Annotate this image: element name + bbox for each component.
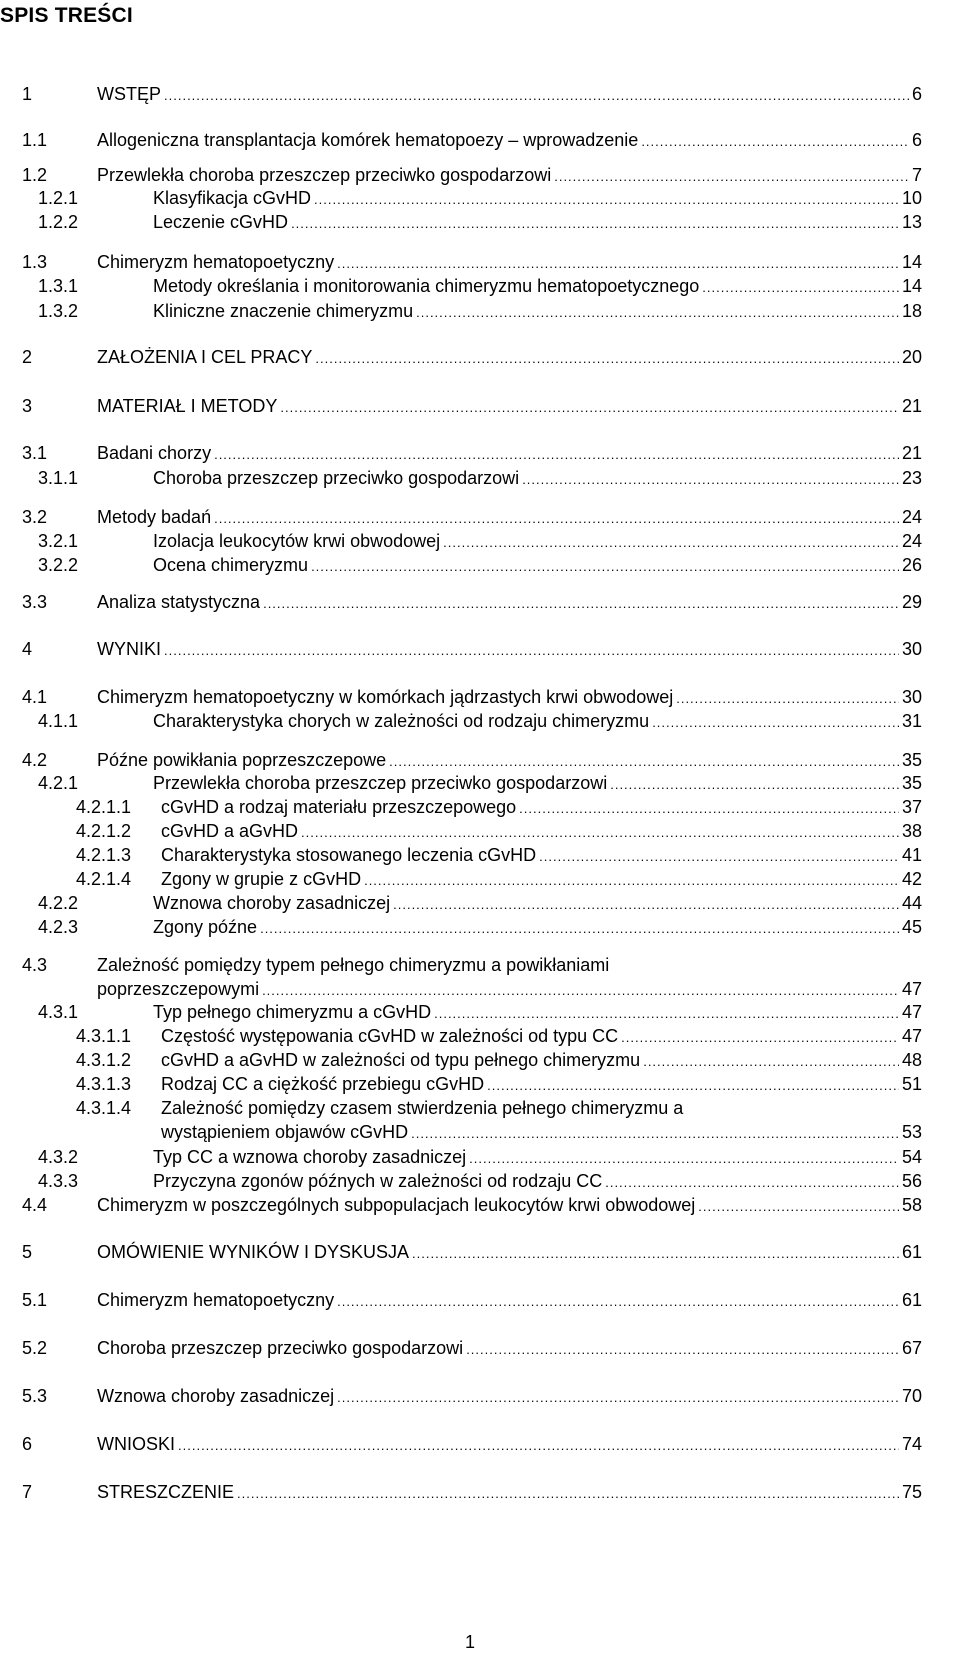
toc-leader-dots <box>337 1290 899 1314</box>
toc-entry-page: 74 <box>901 1434 922 1454</box>
toc-entry-title: Zależność pomiędzy typem pełnego chimeryzmu a powikłaniami <box>97 955 610 975</box>
toc-entry[interactable] <box>0 529 960 555</box>
toc-entry-page: 51 <box>901 1074 922 1094</box>
toc-entry-number: 4.2.1.1 <box>76 797 132 817</box>
toc-leader-dots <box>337 252 899 276</box>
toc-entry-number: 4.2.1.3 <box>76 845 132 865</box>
toc-entry-title: Charakterystyka stosowanego leczenia cGvHD <box>161 845 537 865</box>
toc-entry-page: 26 <box>901 555 922 575</box>
toc-entry-number: 4.3.1.1 <box>76 1026 132 1046</box>
toc-entry[interactable] <box>0 1336 960 1362</box>
toc-entry[interactable] <box>0 1000 960 1026</box>
page-number: 1 <box>465 1632 476 1652</box>
toc-entry[interactable] <box>0 709 960 735</box>
toc-entry[interactable] <box>0 553 960 579</box>
toc-entry[interactable] <box>0 1145 960 1171</box>
toc-leader-dots <box>519 797 899 821</box>
toc-entry-number: 4.2 <box>22 750 48 770</box>
toc-entry-page: 31 <box>901 711 922 731</box>
toc-entry[interactable] <box>0 590 960 616</box>
toc-leader-dots <box>487 1074 899 1098</box>
toc-entry-title: ZAŁOŻENIA I CEL PRACY <box>97 347 313 367</box>
toc-entry-title: Chimeryzm w poszczególnych subpopulacjach leukocytów krwi obwodowej <box>97 1195 696 1215</box>
toc-entry-number: 4.3.1 <box>38 1002 79 1022</box>
toc-entry-page: 30 <box>901 639 922 659</box>
toc-entry[interactable] <box>0 819 960 845</box>
toc-entry-page: 42 <box>901 869 922 889</box>
toc-entry-page: 47 <box>901 1002 922 1022</box>
toc-entry-number: 1.3.2 <box>38 301 79 321</box>
toc-entry-title: Zależność pomiędzy czasem stwierdzenia pełnego chimeryzmu a <box>161 1098 684 1118</box>
toc-entry-title: STRESZCZENIE <box>97 1482 235 1502</box>
toc-entry[interactable] <box>0 891 960 917</box>
toc-entry-title: Chimeryzm hematopoetyczny w komórkach jądrzastych krwi obwodowej <box>97 687 674 707</box>
toc-entry-title: Charakterystyka chorych w zależności od rodzaju chimeryzmu <box>153 711 650 731</box>
toc-entry-number: 3.1 <box>22 443 48 463</box>
toc-entry-title: WNIOSKI <box>97 1434 176 1454</box>
toc-entry-number: 3.2.1 <box>38 531 79 551</box>
toc-entry-number: 1 <box>22 84 33 104</box>
toc-leader-dots <box>214 507 899 531</box>
toc-entry-page: 20 <box>901 347 922 367</box>
toc-entry-page: 6 <box>911 130 922 150</box>
toc-entry-title: Rodzaj CC a ciężkość przebiegu cGvHD <box>161 1074 485 1094</box>
toc-entry-page: 58 <box>901 1195 922 1215</box>
toc-entry-title: Badani chorzy <box>97 443 212 463</box>
toc-entry-number: 3 <box>22 396 33 416</box>
toc-entry-number: 4.1 <box>22 687 48 707</box>
toc-entry-title: WSTĘP <box>97 84 162 104</box>
toc-entry-page: 47 <box>901 1026 922 1046</box>
toc-entry[interactable] <box>0 843 960 869</box>
toc-leader-dots <box>337 1386 899 1410</box>
toc-leader-dots <box>610 773 899 797</box>
toc-entry-number: 5.1 <box>22 1290 48 1310</box>
toc-entry-title: Chimeryzm hematopoetyczny <box>97 1290 335 1310</box>
toc-entry-page: 48 <box>901 1050 922 1070</box>
toc-entry-number: 3.1.1 <box>38 468 79 488</box>
toc-entry-page: 44 <box>901 893 922 913</box>
toc-entry-title: Przewlekła choroba przeszczep przeciwko gospodarzowi <box>97 165 552 185</box>
toc-entry-title: Typ pełnego chimeryzmu a cGvHD <box>153 1002 432 1022</box>
toc-leader-dots <box>641 130 909 154</box>
toc-entry-title: Allogeniczna transplantacja komórek hematopoezy – wprowadzenie <box>97 130 639 150</box>
toc-entry-page: 30 <box>901 687 922 707</box>
toc-entry-number: 4.2.3 <box>38 917 79 937</box>
toc-entry[interactable] <box>0 953 960 999</box>
toc-entry-page: 24 <box>901 531 922 551</box>
toc-entry-title: MATERIAŁ I METODY <box>97 396 278 416</box>
toc-entry-title: Choroba przeszczep przeciwko gospodarzowi <box>97 1338 464 1358</box>
toc-entry-title: Zgony w grupie z cGvHD <box>161 869 362 889</box>
toc-entry-page: 7 <box>911 165 922 185</box>
toc-leader-dots <box>164 84 909 108</box>
toc-entry[interactable] <box>0 466 960 492</box>
toc-leader-dots <box>214 443 899 467</box>
toc-entry[interactable] <box>0 210 960 236</box>
toc-entry-number: 4.2.1.4 <box>76 869 132 889</box>
toc-entry-number: 4.4 <box>22 1195 48 1215</box>
toc-leader-dots <box>605 1171 899 1195</box>
toc-leader-dots <box>263 592 899 616</box>
toc-entry-page: 54 <box>901 1147 922 1167</box>
toc-entry-number: 4 <box>22 639 33 659</box>
toc-entry-page: 47 <box>901 979 922 999</box>
toc-entry-page: 10 <box>901 188 922 208</box>
toc-entry-page: 75 <box>901 1482 922 1502</box>
toc-entry-title: Wznowa choroby zasadniczej <box>153 893 391 913</box>
toc-leader-dots <box>469 1147 899 1171</box>
toc-entry-title: WYNIKI <box>97 639 162 659</box>
toc-entry-page: 61 <box>901 1242 922 1262</box>
toc-entry-number: 2 <box>22 347 33 367</box>
toc-entry-title: Izolacja leukocytów krwi obwodowej <box>153 531 441 551</box>
toc-entry-number: 1.3 <box>22 252 48 272</box>
toc-entry[interactable] <box>0 771 960 797</box>
toc-entry[interactable] <box>0 1048 960 1074</box>
toc-entry-number: 1.3.1 <box>38 276 79 296</box>
toc-entry-number: 1.2.2 <box>38 212 79 232</box>
toc-entry-number: 1.1 <box>22 130 48 150</box>
toc-leader-dots <box>412 1242 899 1266</box>
toc-entry-number: 1.2 <box>22 165 48 185</box>
toc-entry-page: 23 <box>901 468 922 488</box>
toc-entry-number: 4.3 <box>22 955 48 975</box>
toc-leader-dots <box>280 396 899 420</box>
toc-entry[interactable] <box>0 128 960 154</box>
toc-leader-dots <box>164 639 899 663</box>
toc-entry-number: 4.2.1 <box>38 773 79 793</box>
toc-entry[interactable] <box>0 1193 960 1219</box>
toc-entry-number: 4.3.1.3 <box>76 1074 132 1094</box>
toc-entry[interactable] <box>0 1432 960 1458</box>
toc-leader-dots <box>364 869 899 893</box>
toc-entry-page: 21 <box>901 443 922 463</box>
toc-entry-number: 4.3.1.4 <box>76 1098 132 1118</box>
toc-entry-page: 53 <box>901 1122 922 1142</box>
toc-leader-dots <box>315 347 899 371</box>
toc-entry-page: 38 <box>901 821 922 841</box>
toc-entry-number: 5.3 <box>22 1386 48 1406</box>
toc-entry[interactable] <box>0 637 960 663</box>
toc-entry-number: 5.2 <box>22 1338 48 1358</box>
toc-entry[interactable] <box>0 82 960 108</box>
toc-leader-dots <box>676 687 899 711</box>
toc-entry-title: Przyczyna zgonów późnych w zależności od rodzaju CC <box>153 1171 603 1191</box>
toc-entry-page: 56 <box>901 1171 922 1191</box>
toc-entry-title: Zgony późne <box>153 917 258 937</box>
toc-leader-dots <box>643 1050 899 1074</box>
toc-entry-title: cGvHD a rodzaj materiału przeszczepowego <box>161 797 517 817</box>
toc-entry[interactable] <box>0 1288 960 1314</box>
toc-entry-title: Częstość występowania cGvHD w zależności od typu CC <box>161 1026 619 1046</box>
toc-entry[interactable] <box>0 867 960 893</box>
toc-entry[interactable] <box>0 1072 960 1098</box>
toc-entry[interactable] <box>0 1096 960 1142</box>
toc-entry-page: 45 <box>901 917 922 937</box>
toc-entry-title: Ocena chimeryzmu <box>153 555 309 575</box>
toc-entry-title: Kliniczne znaczenie chimeryzmu <box>153 301 414 321</box>
toc-entry[interactable] <box>0 915 960 941</box>
toc-entry-number: 3.3 <box>22 592 48 612</box>
toc-leader-dots <box>443 531 899 555</box>
toc-entry-number: 4.2.2 <box>38 893 79 913</box>
toc-leader-dots <box>539 845 899 869</box>
toc-leader-dots <box>178 1434 899 1458</box>
toc-entry-page: 70 <box>901 1386 922 1406</box>
toc-entry-page: 29 <box>901 592 922 612</box>
toc-entry[interactable] <box>0 274 960 300</box>
toc-entry-page: 35 <box>901 750 922 770</box>
toc-entry[interactable] <box>0 394 960 420</box>
toc-entry-page: 61 <box>901 1290 922 1310</box>
toc-entry[interactable] <box>0 299 960 325</box>
toc-entry-page: 13 <box>901 212 922 232</box>
toc-entry-page: 6 <box>911 84 922 104</box>
toc-leader-dots <box>311 555 899 579</box>
toc-leader-dots <box>411 1122 899 1146</box>
toc-entry-title: Metody określania i monitorowania chimeryzmu hematopoetycznego <box>153 276 700 296</box>
toc-entry-number: 6 <box>22 1434 33 1454</box>
toc-leader-dots <box>237 1482 899 1506</box>
toc-entry[interactable] <box>0 1240 960 1266</box>
toc-leader-dots <box>466 1338 899 1362</box>
toc-entry-title: Typ CC a wznowa choroby zasadniczej <box>153 1147 467 1167</box>
toc-entry-page: 14 <box>901 276 922 296</box>
toc-entry-number: 4.3.2 <box>38 1147 79 1167</box>
toc-entry-title: cGvHD a aGvHD w zależności od typu pełnego chimeryzmu <box>161 1050 641 1070</box>
toc-leader-dots <box>393 893 899 917</box>
toc-entry-title-continuation: wystąpieniem objawów cGvHD <box>161 1122 409 1142</box>
toc-entry-title: Późne powikłania poprzeszczepowe <box>97 750 387 770</box>
toc-entry-number: 3.2.2 <box>38 555 79 575</box>
toc-entry[interactable] <box>0 505 960 531</box>
toc-entry-page: 41 <box>901 845 922 865</box>
toc-entry-page: 35 <box>901 773 922 793</box>
toc-entry[interactable] <box>0 1169 960 1195</box>
toc-leader-dots <box>314 188 899 212</box>
toc-entry-title: OMÓWIENIE WYNIKÓW I DYSKUSJA <box>97 1242 410 1262</box>
toc-leader-dots <box>301 821 899 845</box>
toc-entry-page: 24 <box>901 507 922 527</box>
toc-entry-title: Analiza statystyczna <box>97 592 261 612</box>
toc-entry[interactable] <box>0 345 960 371</box>
toc-entry-title: Metody badań <box>97 507 212 527</box>
toc-entry[interactable] <box>0 1024 960 1050</box>
toc-entry-title-continuation: poprzeszczepowymi <box>97 979 260 999</box>
toc-entry-title: Chimeryzm hematopoetyczny <box>97 252 335 272</box>
toc-entry-number: 4.2.1.2 <box>76 821 132 841</box>
toc-entry[interactable] <box>0 1384 960 1410</box>
toc-entry-number: 4.3.3 <box>38 1171 79 1191</box>
toc-entry-number: 4.1.1 <box>38 711 79 731</box>
toc-entry-number: 1.2.1 <box>38 188 79 208</box>
toc-entry-number: 3.2 <box>22 507 48 527</box>
toc-entry-number: 4.3.1.2 <box>76 1050 132 1070</box>
toc-leader-dots <box>621 1026 899 1050</box>
toc-entry-number: 7 <box>22 1482 33 1502</box>
toc-entry-title: Choroba przeszczep przeciwko gospodarzowi <box>153 468 520 488</box>
toc-leader-dots <box>260 917 899 941</box>
toc-entry[interactable] <box>0 186 960 212</box>
toc-leader-dots <box>522 468 899 492</box>
toc-leader-dots <box>702 276 899 300</box>
toc-entry-page: 18 <box>901 301 922 321</box>
toc-entry[interactable] <box>0 1480 960 1506</box>
toc-leader-dots <box>698 1195 899 1219</box>
toc-entry-title: cGvHD a aGvHD <box>161 821 299 841</box>
toc-entry-number: 5 <box>22 1242 33 1262</box>
toc-entry-title: Przewlekła choroba przeszczep przeciwko gospodarzowi <box>153 773 608 793</box>
toc-entry-page: 21 <box>901 396 922 416</box>
toc-entry-title: Leczenie cGvHD <box>153 212 289 232</box>
toc-entry-page: 14 <box>901 252 922 272</box>
toc-entry-page: 37 <box>901 797 922 817</box>
toc-entry[interactable] <box>0 795 960 821</box>
toc-entry-title: Wznowa choroby zasadniczej <box>97 1386 335 1406</box>
toc-entry-continuation <box>161 1120 922 1146</box>
toc-entry-page: 67 <box>901 1338 922 1358</box>
toc-leader-dots <box>434 1002 899 1026</box>
toc-leader-dots <box>416 301 899 325</box>
toc-entry[interactable] <box>0 685 960 711</box>
toc-title: SPIS TREŚCI <box>0 4 133 27</box>
toc-leader-dots <box>652 711 899 735</box>
toc-leader-dots <box>291 212 899 236</box>
toc-entry-title: Klasyfikacja cGvHD <box>153 188 312 208</box>
toc-entry[interactable] <box>0 441 960 467</box>
toc-entry[interactable] <box>0 250 960 276</box>
